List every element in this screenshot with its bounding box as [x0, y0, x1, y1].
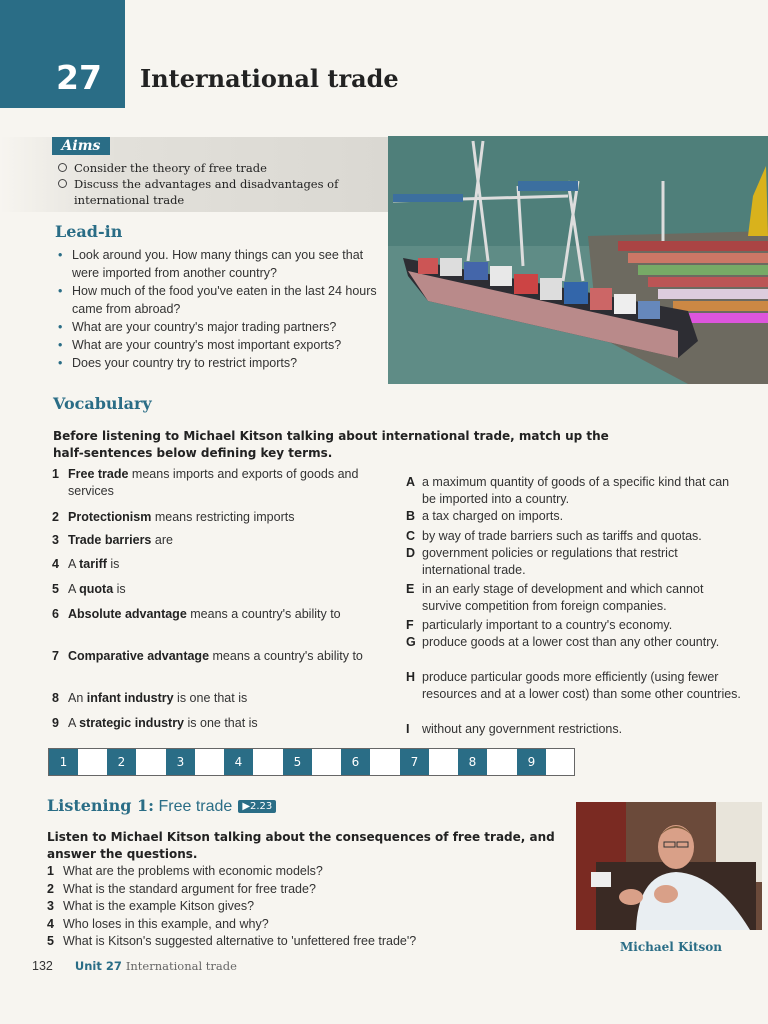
answer-box[interactable]: 6: [341, 749, 370, 775]
aim-item: Discuss the advantages and disadvantages of international trade: [58, 176, 378, 208]
question-item: 2 What is the standard argument for free trade?: [47, 881, 316, 896]
answer-box[interactable]: 3: [166, 749, 195, 775]
leadin-item: • How much of the food you've eaten in the last 24 hours came from abroad?: [58, 282, 383, 318]
leadin-heading: Lead-in: [55, 222, 123, 241]
term-item: 5 A quota is: [52, 582, 126, 596]
footer-unit-label: Unit 27: [74, 959, 122, 973]
definition-item: I without any government restrictions.: [406, 722, 623, 736]
term-item: 9 A strategic industry is one that is: [52, 716, 258, 730]
circle-bullet-icon: [58, 179, 67, 188]
answer-box[interactable]: 9: [517, 749, 546, 775]
answer-box[interactable]: 2: [107, 749, 136, 775]
term-item: 7 Comparative advantage means a country's ability to: [52, 649, 363, 663]
photo-caption: Michael Kitson: [620, 940, 723, 954]
term-item: 2 Protectionism means restricting imports: [52, 510, 295, 524]
page-footer: [32, 958, 237, 973]
answer-box[interactable]: 5: [283, 749, 312, 775]
definition-item: A a maximum quantity of goods of a specific kind that can be imported into a country.: [406, 475, 730, 506]
leadin-item: • Does your country try to restrict imports?: [58, 354, 383, 372]
definition-item: H produce particular goods more efficiently (using fewer resources and at a lower cost) than some other countries.: [406, 670, 741, 701]
term-item: 8 An infant industry is one that is: [52, 691, 248, 705]
definition-item: B a tax charged on imports.: [406, 509, 564, 523]
speaker-photo: [576, 802, 762, 930]
footer-unit-title: International trade: [125, 959, 237, 973]
aims-list: [58, 160, 378, 208]
leadin-item: • What are your country's major trading partners?: [58, 318, 383, 336]
answer-box[interactable]: 8: [458, 749, 487, 775]
question-item: 1 What are the problems with economic models?: [47, 864, 323, 878]
questions-list: [47, 863, 567, 951]
definition-item: F particularly important to a country's economy.: [406, 618, 673, 632]
leadin-list: [58, 246, 383, 372]
answer-box[interactable]: 4: [224, 749, 253, 775]
term-item: 4 A tariff is: [52, 557, 120, 571]
circle-bullet-icon: [58, 163, 67, 172]
page-title: International trade: [140, 64, 399, 93]
question-item: 4 Who loses in this example, and why?: [47, 916, 269, 931]
vocabulary-instruction: Before listening to Michael Kitson talking about international trade, match up the half-sentences below defining key terms.: [53, 429, 609, 460]
term-item: 6 Absolute advantage means a country's ability to: [52, 607, 341, 621]
aims-label: Aims: [52, 137, 110, 155]
question-item: 3 What is the example Kitson gives?: [47, 899, 255, 913]
vocabulary-heading: Vocabulary: [53, 394, 152, 413]
question-item: 5 What is Kitson's suggested alternative to 'unfettered free trade'?: [47, 934, 417, 948]
listening-instruction: Listen to Michael Kitson talking about the consequences of free trade, and answer the questions.: [47, 830, 555, 861]
answer-box[interactable]: 1: [49, 749, 78, 775]
container-ship-photo: [388, 136, 768, 384]
definition-item: D government policies or regulations that restrict international trade.: [406, 546, 678, 577]
unit-number: 27: [56, 58, 102, 97]
leadin-item: • What are your country's most important exports?: [58, 336, 383, 354]
page-number: 132: [32, 959, 53, 973]
leadin-item: • Look around you. How many things can you see that were imported from another country?: [58, 246, 383, 282]
audio-track-badge[interactable]: ▶2.23: [238, 800, 276, 813]
term-item: 3 Trade barriers are: [52, 533, 173, 547]
definition-item: C by way of trade barriers such as tariffs and quotas.: [406, 529, 702, 543]
aim-item: Consider the theory of free trade: [58, 160, 378, 176]
definition-item: E in an early stage of development and which cannot survive competition from foreign companies.: [406, 582, 704, 613]
definition-item: G produce goods at a lower cost than any other country.: [406, 635, 720, 649]
answer-boxes: [48, 748, 575, 776]
term-item: 1 Free trade means imports and exports of goods and services: [52, 467, 359, 498]
listening-heading: Listening 1: Free trade ▶2.23: [47, 796, 276, 816]
answer-box[interactable]: 7: [400, 749, 429, 775]
